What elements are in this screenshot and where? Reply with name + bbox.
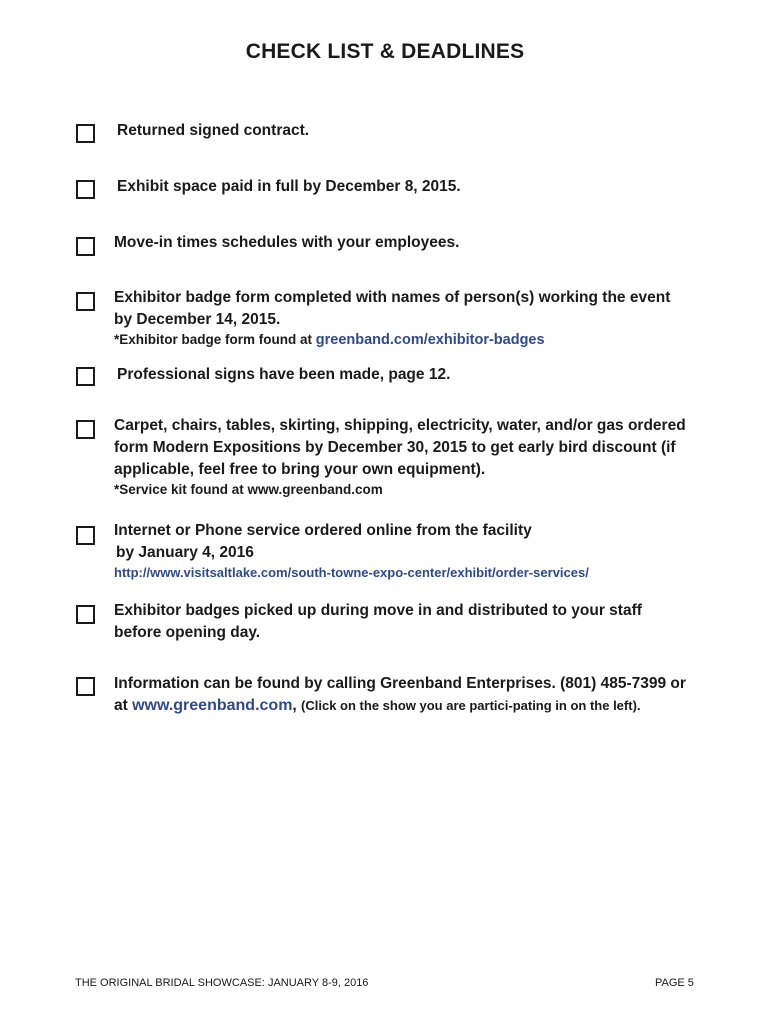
checkbox-badges-pickup[interactable] (76, 605, 95, 624)
checklist-item-equipment (114, 415, 699, 499)
checklist-item-signs: Professional signs have been made, page 12. (117, 366, 451, 383)
facility-order-link[interactable]: http://www.visitsaltlake.com/south-towne-expo-center/exhibit/order-services/ (114, 565, 589, 580)
checkbox-contract[interactable] (76, 124, 95, 143)
equipment-text: Carpet, chairs, tables, skirting, shipping, electricity, water, and/or gas ordered form Modern Expositions by December 30, 2015 to get early bird discount (if applicable, feel free to bring your own equipment). (114, 417, 686, 478)
checklist-item-badge-form (114, 287, 674, 349)
badge-form-text: Exhibitor badge form completed with names of person(s) working the event by December 14, 2015. (114, 289, 671, 328)
information-text: Information can be found by calling Greenband Enterprises. (801) 485-7399 or at (114, 675, 686, 714)
footer-event: THE ORIGINAL BRIDAL SHOWCASE: JANUARY 8-9, 2016 (75, 977, 369, 989)
checkbox-exhibit-space[interactable] (76, 180, 95, 199)
badge-form-link[interactable]: greenband.com/exhibitor-badges (315, 332, 545, 348)
checklist-item-badges-pickup: Exhibitor badges picked up during move in and distributed to your staff before opening day. (114, 602, 642, 641)
checkbox-information[interactable] (76, 677, 95, 696)
information-note: (Click on the show you are partici-pating in on the left). (301, 698, 641, 713)
checkbox-equipment[interactable] (76, 420, 95, 439)
checklist-item-contract: Returned signed contract. (117, 122, 310, 139)
page-title: CHECK LIST & DEADLINES (245, 40, 525, 63)
information-separator: , (292, 697, 302, 714)
badge-form-note (114, 331, 674, 349)
internet-phone-line1: Internet or Phone service ordered online from the facility (114, 522, 532, 539)
checkbox-signs[interactable] (76, 367, 95, 386)
internet-phone-line2: by January 4, 2016 (116, 544, 254, 561)
checkbox-badge-form[interactable] (76, 292, 95, 311)
checklist-item-move-in: Move-in times schedules with your employees. (114, 234, 460, 251)
checkbox-move-in[interactable] (76, 237, 95, 256)
checklist-item-exhibit-space: Exhibit space paid in full by December 8, 2015. (117, 178, 461, 195)
service-kit-note: *Service kit found at www.greenband.com (114, 482, 383, 497)
checklist-item-information (114, 673, 689, 717)
badge-form-note-prefix: *Exhibitor badge form found at (114, 332, 316, 347)
greenband-link[interactable]: www.greenband.com (132, 697, 293, 714)
checkbox-internet-phone[interactable] (76, 526, 95, 545)
checklist-item-internet-phone (114, 520, 714, 582)
footer-page-number: PAGE 5 (655, 977, 694, 989)
